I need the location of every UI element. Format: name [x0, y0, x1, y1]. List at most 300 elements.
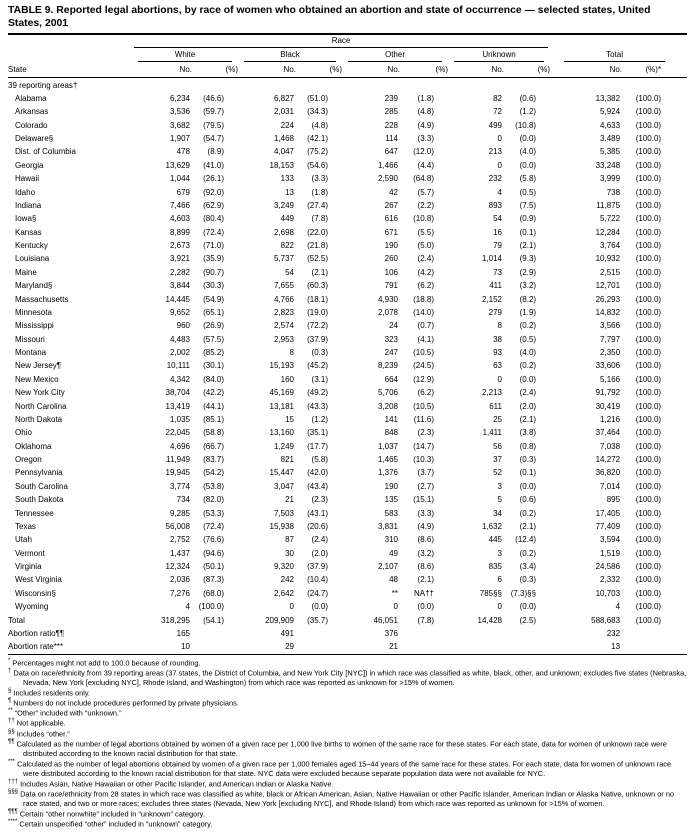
percent-cell: (0.1) [519, 468, 537, 478]
footnote-marker: ††† [8, 778, 19, 785]
row-label: Idaho [15, 187, 36, 197]
percent-cell: (0.2) [519, 548, 537, 558]
percent-cell: (90.7) [203, 267, 224, 277]
count-cell: 79 [493, 241, 502, 251]
percent-cell [504, 78, 550, 92]
percent-cell: (5.5) [417, 227, 434, 237]
percent-cell: (100.0) [635, 120, 662, 130]
count-cell: 232 [488, 174, 502, 184]
percent-cell: (0.0) [519, 374, 537, 384]
count-cell: 4,342 [169, 374, 190, 384]
footnote-marker: ¶¶¶ [8, 809, 18, 816]
percent-cell: (72.4) [203, 227, 224, 237]
count-cell: 49 [389, 548, 398, 558]
count-cell: 82 [493, 93, 502, 103]
percent-cell: (0.0) [311, 602, 328, 612]
table-row [8, 359, 687, 372]
count-cell: 24,586 [595, 562, 621, 572]
count-cell: 3 [497, 548, 502, 558]
row-label: North Dakota [15, 414, 63, 424]
count-cell: 3,921 [169, 254, 190, 264]
section-row [8, 78, 687, 92]
group-label-other: Other [348, 50, 442, 62]
count-cell: 56 [493, 441, 502, 451]
percent-cell: (100.0) [635, 241, 662, 251]
row-label: Abortion ratio¶¶ [8, 628, 65, 638]
count-cell: 3,566 [600, 321, 621, 331]
percent-cell: (10.8) [515, 120, 537, 130]
count-cell: 14,272 [595, 455, 621, 465]
row-label: Wisconsin§ [15, 588, 56, 598]
percent-cell: (100.0) [635, 441, 662, 451]
row-label: Massachusetts [15, 294, 69, 304]
table-row [8, 266, 687, 279]
percent-cell: (0.2) [519, 361, 537, 371]
count-cell: 6,827 [273, 93, 294, 103]
count-cell: 491 [280, 628, 294, 638]
row-label: West Virginia [15, 575, 62, 585]
count-cell: 835 [488, 562, 502, 572]
percent-cell: (2.0) [311, 548, 328, 558]
count-cell: 12,701 [595, 281, 621, 291]
table-row [8, 426, 687, 439]
percent-cell: (62.9) [203, 200, 224, 210]
table-row [8, 506, 687, 519]
percent-cell: (5.0) [417, 241, 434, 251]
percent-cell [296, 627, 342, 640]
percent-cell: (44.1) [203, 401, 224, 411]
percent-cell: (94.6) [203, 548, 224, 558]
percent-cell: (92.0) [203, 187, 224, 197]
count-cell [132, 78, 192, 92]
count-cell: 449 [280, 214, 294, 224]
count-cell: 4,483 [169, 334, 190, 344]
percent-cell: (35.1) [307, 428, 328, 438]
percent-cell: (100.0) [635, 508, 662, 518]
row-label: Texas [15, 521, 36, 531]
row-label: Virginia [15, 562, 42, 572]
count-cell: 13,629 [165, 160, 190, 170]
percent-cell: (10.5) [413, 401, 434, 411]
unknown-no-header: No. [448, 63, 504, 78]
percent-cell: (100.0) [635, 374, 662, 384]
count-cell: 2,590 [377, 174, 398, 184]
count-cell: 10,111 [166, 361, 190, 371]
percent-cell: (1.8) [311, 187, 328, 197]
count-cell: 2,282 [169, 267, 190, 277]
percent-cell: (0.2) [519, 321, 537, 331]
table-body [8, 78, 687, 654]
percent-cell: (100.0) [635, 495, 662, 505]
percent-cell: (2.1) [519, 414, 537, 424]
count-cell: 232 [606, 628, 621, 638]
percent-cell: (11.6) [413, 414, 434, 424]
table-row [8, 587, 687, 600]
percent-cell: (0.8) [519, 441, 537, 451]
percent-cell: (24.7) [307, 588, 328, 598]
table-row [8, 292, 687, 305]
footnote-marker: †† [8, 718, 15, 725]
percent-cell: (8.6) [417, 535, 434, 545]
group-label-unknown: Unknown [454, 50, 544, 62]
percent-cell: (3.1) [311, 374, 328, 384]
footnote-text: Includes “other.” [14, 729, 70, 739]
percent-cell: (2.9) [519, 267, 537, 277]
footnote [8, 708, 687, 718]
row-label: Kentucky [15, 241, 48, 251]
row-label: Maryland§ [15, 281, 53, 291]
percent-cell: (72.4) [203, 521, 224, 531]
row-label: Montana [15, 348, 47, 358]
count-cell: 19,945 [165, 468, 190, 478]
count-cell: 6,234 [169, 93, 190, 103]
count-cell: 3,682 [169, 120, 190, 130]
percent-cell: (0.7) [417, 321, 434, 331]
count-cell: 4 [497, 187, 502, 197]
percent-cell: (12.0) [413, 147, 434, 157]
percent-cell: (52.5) [307, 254, 328, 264]
count-cell: 821 [280, 455, 294, 465]
count-cell: 72 [493, 107, 502, 117]
count-cell: 8 [289, 348, 294, 358]
abortions-by-race-table [8, 33, 687, 654]
percent-cell: (71.0) [203, 241, 224, 251]
count-cell: 54 [493, 214, 502, 224]
row-label: Delaware§ [15, 134, 54, 144]
percent-cell: (100.0) [635, 414, 662, 424]
percent-cell: (2.1) [417, 575, 434, 585]
percent-cell: (0.0) [519, 160, 537, 170]
count-cell: 611 [489, 401, 502, 411]
group-header-black [238, 49, 342, 63]
percent-cell: (100.0) [635, 254, 662, 264]
row-label: Hawaii [15, 174, 40, 184]
count-cell: 8,239 [377, 361, 398, 371]
percent-cell: (0.5) [519, 187, 537, 197]
count-cell: 209,909 [265, 615, 294, 625]
row-label: Alabama [15, 93, 47, 103]
count-cell: 9,285 [169, 508, 190, 518]
percent-cell: (0.6) [519, 93, 537, 103]
table-row [8, 105, 687, 118]
count-cell: 38 [493, 334, 502, 344]
count-cell: 647 [384, 147, 398, 157]
row-label: Kansas [15, 227, 42, 237]
table-row [8, 185, 687, 198]
count-cell: 2,698 [273, 227, 294, 237]
percent-cell: (1.2) [311, 414, 328, 424]
count-cell: 38,704 [165, 388, 190, 398]
group-label-black: Black [244, 50, 336, 62]
table-row [8, 319, 687, 332]
percent-cell: (21.8) [307, 241, 328, 251]
row-label: Vermont [15, 548, 45, 558]
percent-cell: (3.7) [417, 468, 434, 478]
count-cell: 285 [384, 107, 398, 117]
percent-cell: (19.0) [307, 307, 328, 317]
percent-cell: (100.0) [635, 455, 662, 465]
percent-cell: (8.9) [207, 147, 224, 157]
footnote-text: Data on race/ethnicity from 28 states in which race was classified as white, black or African American, Asian, Native Hawaiian or other Pacific Islander, American Indian or Alaska Native, unknown or no race stated, and two or more races; excludes three states (Nevada, New York [excluding NYC], and Rhode Island) from which race was reported as unknown for >15% of women. [18, 789, 675, 809]
count-cell: 2,152 [481, 294, 502, 304]
percent-cell: (4.9) [417, 521, 434, 531]
count-cell: 9,320 [273, 562, 294, 572]
percent-cell: (2.1) [311, 267, 328, 277]
percent-cell: (3.4) [519, 562, 537, 572]
count-cell: 822 [280, 241, 294, 251]
percent-cell: (5.8) [519, 174, 537, 184]
percent-cell: (7.8) [417, 615, 434, 625]
percent-cell: (85.2) [203, 348, 224, 358]
table-row [8, 440, 687, 453]
count-cell: 616 [384, 214, 398, 224]
count-cell: 7,014 [600, 481, 621, 491]
percent-cell [296, 640, 342, 654]
percent-cell: (57.5) [203, 334, 224, 344]
footnote-text: Calculated as the number of legal abortions obtained by women of a given race per 1,000 females aged 15–44 years of the same race for these states. For each state, data for women of unknown race were distributed according to the known racial distribution for that state. NYC data were excluded because separate population data were not available for NYC. [15, 759, 672, 779]
percent-cell: (3.3) [311, 174, 328, 184]
row-label: Indiana [15, 200, 42, 210]
count-cell: 11,875 [596, 200, 621, 210]
footnote-text: Data on race/ethnicity from 39 reporting areas (37 states, the District of Columbia, and New York City [NYC]) in which race was classified as white, black, other, and unknown; excludes five states (Nebraska, Nevada, New York [excluding NYC], Rhode Island, and Washington) from which race was reported as unknown for >15% of women. [11, 668, 687, 687]
percent-cell: (100.0) [635, 147, 662, 157]
percent-cell: (1.9) [519, 307, 537, 317]
count-cell: 13,382 [595, 93, 621, 103]
table-row [8, 252, 687, 265]
row-label: Ohio [15, 428, 32, 438]
percent-cell: (0.3) [519, 575, 537, 585]
percent-cell: (0.0) [519, 481, 537, 491]
percent-cell: (15.1) [413, 495, 434, 505]
row-label: Pennsylvania [15, 468, 63, 478]
count-cell: 34 [493, 508, 502, 518]
count-cell [448, 78, 504, 92]
count-cell: ** [391, 588, 398, 598]
percent-cell: (35.9) [203, 254, 224, 264]
percent-cell: (100.0) [635, 602, 662, 612]
percent-cell: (6.2) [417, 281, 434, 291]
count-cell: 87 [285, 535, 294, 545]
footnote [8, 809, 687, 819]
table-row [8, 226, 687, 239]
footnote-text: Includes residents only. [11, 688, 91, 698]
row-label: Louisiana [15, 254, 50, 264]
table-row [8, 560, 687, 573]
footnote [8, 759, 687, 779]
percent-cell: (3.8) [519, 428, 537, 438]
percent-cell: (43.3) [307, 401, 328, 411]
table-row [8, 640, 687, 654]
footnotes [8, 658, 687, 830]
percent-cell: (2.4) [519, 388, 537, 398]
unknown-pct-header: (%) [504, 63, 550, 78]
count-cell: 11,949 [166, 455, 190, 465]
count-cell: 0 [497, 160, 502, 170]
state-column-header: State [8, 63, 132, 78]
count-cell: 3,764 [600, 241, 621, 251]
other-no-header: No. [342, 63, 400, 78]
count-cell: 16 [493, 227, 502, 237]
percent-cell: (100.0) [635, 615, 662, 625]
count-cell: 30 [285, 548, 294, 558]
count-cell: 960 [176, 321, 190, 331]
row-label: Wyoming [15, 602, 49, 612]
table-row [8, 533, 687, 546]
count-cell: 5 [497, 495, 502, 505]
percent-cell: (59.7) [203, 107, 224, 117]
footnote-marker: * [8, 657, 11, 664]
count-cell: 4,633 [600, 120, 621, 130]
race-span-row [8, 34, 687, 49]
percent-cell: (72.2) [307, 321, 328, 331]
count-cell [448, 640, 504, 654]
percent-cell: (22.0) [307, 227, 328, 237]
footnote-text: “Other” included with “unknown.” [12, 708, 122, 718]
percent-cell: (2.5) [519, 615, 537, 625]
percent-cell [192, 627, 238, 640]
count-cell: 267 [384, 200, 398, 210]
count-cell: 785§§ [479, 588, 502, 598]
footnote-text: Percentages might not add to 100.0 because of rounding. [10, 657, 201, 667]
count-cell: 6 [497, 575, 502, 585]
percent-cell: (7.8) [311, 214, 328, 224]
group-header-unknown [448, 49, 550, 63]
count-cell: 0 [289, 602, 294, 612]
percent-cell: (14.0) [413, 307, 434, 317]
blank-header-cell [8, 49, 132, 63]
count-cell: 33,606 [595, 361, 621, 371]
percent-cell: (54.7) [203, 134, 224, 144]
footnote-marker: **** [8, 819, 18, 826]
percent-cell: (100.0) [635, 428, 662, 438]
count-cell: 5,385 [600, 147, 621, 157]
percent-cell: (100.0) [635, 401, 662, 411]
count-cell: 5,924 [600, 107, 621, 117]
percent-cell: (100.0) [635, 160, 662, 170]
percent-cell: (12.4) [515, 535, 537, 545]
percent-cell: (54.9) [203, 294, 224, 304]
count-cell: 411 [489, 281, 502, 291]
percent-cell: (3.3) [417, 508, 434, 518]
count-cell: 5,737 [273, 254, 294, 264]
count-cell: 7,038 [600, 441, 621, 451]
count-cell: 2,574 [273, 321, 294, 331]
count-cell: 4,047 [273, 147, 294, 157]
count-cell: 3,831 [377, 521, 398, 531]
group-header-white [132, 49, 238, 63]
count-cell: 213 [488, 147, 502, 157]
percent-cell: (84.0) [203, 374, 224, 384]
percent-cell: (1.2) [519, 107, 537, 117]
footnote-text: Not applicable. [14, 718, 66, 728]
count-cell: 671 [384, 227, 398, 237]
count-cell: 4,603 [169, 214, 190, 224]
table-row [8, 119, 687, 132]
count-cell: 2,350 [600, 348, 621, 358]
footnote-text: Certain “other nonwhite” included in “unknown” category. [17, 809, 205, 819]
table-row [8, 613, 687, 626]
count-cell: 0 [393, 602, 398, 612]
footnote [8, 688, 687, 698]
percent-cell: (37.9) [307, 334, 328, 344]
count-cell: 228 [384, 120, 398, 130]
table-row [8, 92, 687, 105]
percent-cell: (100.0) [635, 334, 662, 344]
race-header [132, 34, 550, 49]
table-row [8, 373, 687, 386]
count-cell: 12,324 [165, 562, 190, 572]
row-label: New Mexico [15, 374, 59, 384]
count-cell: 583 [384, 508, 398, 518]
count-cell: 3,999 [600, 174, 621, 184]
percent-cell: (100.0) [635, 548, 662, 558]
count-cell: 73 [493, 267, 502, 277]
percent-cell: (51.0) [307, 93, 328, 103]
percent-cell [192, 640, 238, 654]
percent-cell: (100.0) [635, 481, 662, 491]
count-cell: 4,930 [377, 294, 398, 304]
percent-cell [504, 627, 550, 640]
percent-cell: (10.5) [413, 348, 434, 358]
count-cell: 1,035 [169, 414, 190, 424]
table-row [8, 453, 687, 466]
count-cell: 242 [280, 575, 294, 585]
percent-cell: (42.1) [307, 134, 328, 144]
percent-cell: NA†† [413, 588, 434, 598]
count-cell: 37 [493, 455, 502, 465]
percent-cell: (5.8) [311, 455, 328, 465]
percent-cell: (100.0) [635, 281, 662, 291]
footnote-marker: §§ [8, 728, 15, 735]
percent-cell: (100.0) [635, 294, 662, 304]
percent-cell: (0.0) [519, 602, 537, 612]
percent-cell: (24.5) [413, 361, 434, 371]
percent-cell: (9.3) [519, 254, 537, 264]
percent-cell: (4.1) [417, 334, 434, 344]
count-cell: 260 [384, 254, 398, 264]
percent-cell [400, 640, 448, 654]
row-label: New York City [15, 388, 65, 398]
count-cell: 15,193 [269, 361, 294, 371]
white-no-header: No. [132, 63, 192, 78]
percent-cell: (100.0) [635, 227, 662, 237]
row-label: Minnesota [15, 307, 52, 317]
footnote [8, 779, 687, 789]
count-cell: 14,428 [477, 615, 502, 625]
percent-cell: (2.4) [417, 254, 434, 264]
count-cell: 2,673 [169, 241, 190, 251]
percent-cell: (53.8) [203, 481, 224, 491]
percent-cell: (2.1) [519, 521, 537, 531]
count-cell [238, 78, 296, 92]
count-cell: 14,445 [165, 294, 190, 304]
percent-cell: (100.0) [635, 267, 662, 277]
footnote-marker: *** [8, 758, 16, 765]
table-row [8, 627, 687, 640]
percent-cell: (43.1) [307, 508, 328, 518]
percent-cell [622, 627, 687, 640]
percent-cell: (4.4) [417, 160, 434, 170]
footnote-marker: § [8, 687, 12, 694]
count-cell: 12,284 [595, 227, 621, 237]
count-cell: 1,249 [273, 441, 294, 451]
table-row [8, 346, 687, 359]
table-row [8, 386, 687, 399]
percent-cell: (76.6) [203, 535, 224, 545]
percent-cell: (14.7) [413, 441, 434, 451]
footnote [8, 729, 687, 739]
count-cell: 190 [384, 481, 398, 491]
